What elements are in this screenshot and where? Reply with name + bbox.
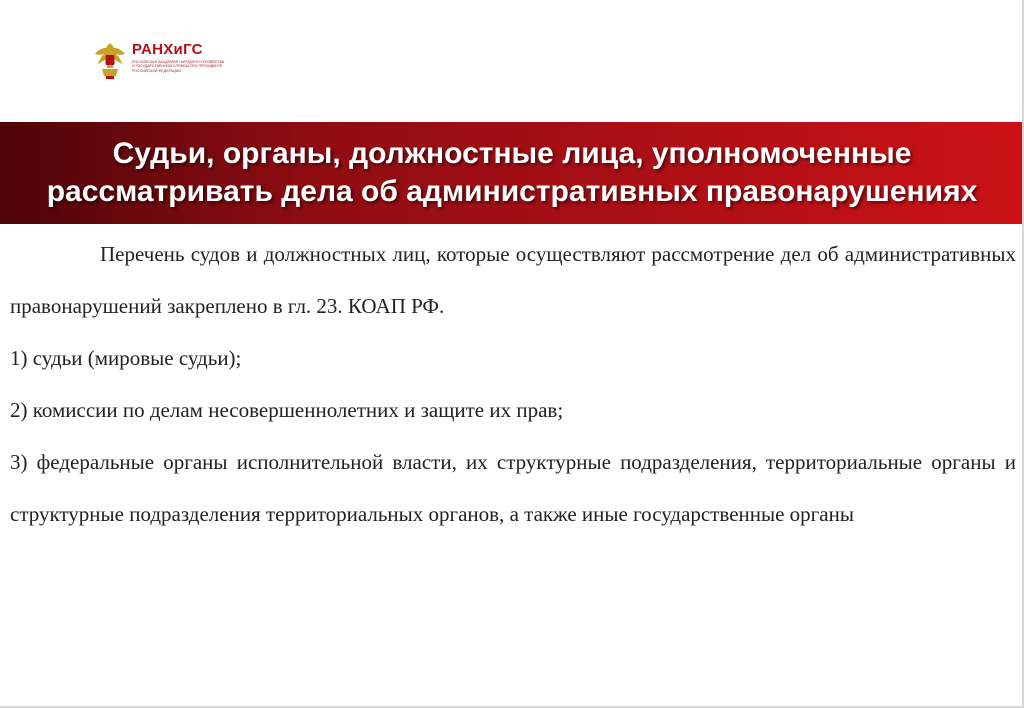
list-item-1: 1) судьи (мировые судьи); [10,346,242,370]
logo-subtitle: РОССИЙСКАЯ АКАДЕМИЯ НАРОДНОГО ХОЗЯЙСТВА И ГОСУДАРСТВЕННОЙ СЛУЖБЫ ПРИ ПРЕЗИДЕНТЕ РОССИЙСКОЙ ФЕДЕРАЦИИ [132,60,225,73]
eagle-emblem-icon [93,40,127,80]
title-line-1: Судьи, органы, должностные лица, уполномоченные [112,137,912,170]
list-item-3: 3) федеральные органы исполнительной власти, их структурные подразделения, территориальные органы и структурные подразделения территориальных органов, а также иные государственные органы [10,450,1016,526]
intro-paragraph: Перечень судов и должностных лиц, которые осуществляют рассмотрение дел об административных правонарушений закреплено в гл. 23. КОАП РФ. [10,242,1016,318]
ranepa-logo [93,40,227,84]
title-banner [0,122,1024,224]
slide-body [10,228,1016,540]
title-line-2: рассматривать дела об административных правонарушениях [46,175,978,208]
logo-name: РАНХиГС [132,41,203,58]
slide-title [47,135,978,211]
list-item-2: 2) комиссии по делам несовершеннолетних и защите их прав; [10,398,564,422]
